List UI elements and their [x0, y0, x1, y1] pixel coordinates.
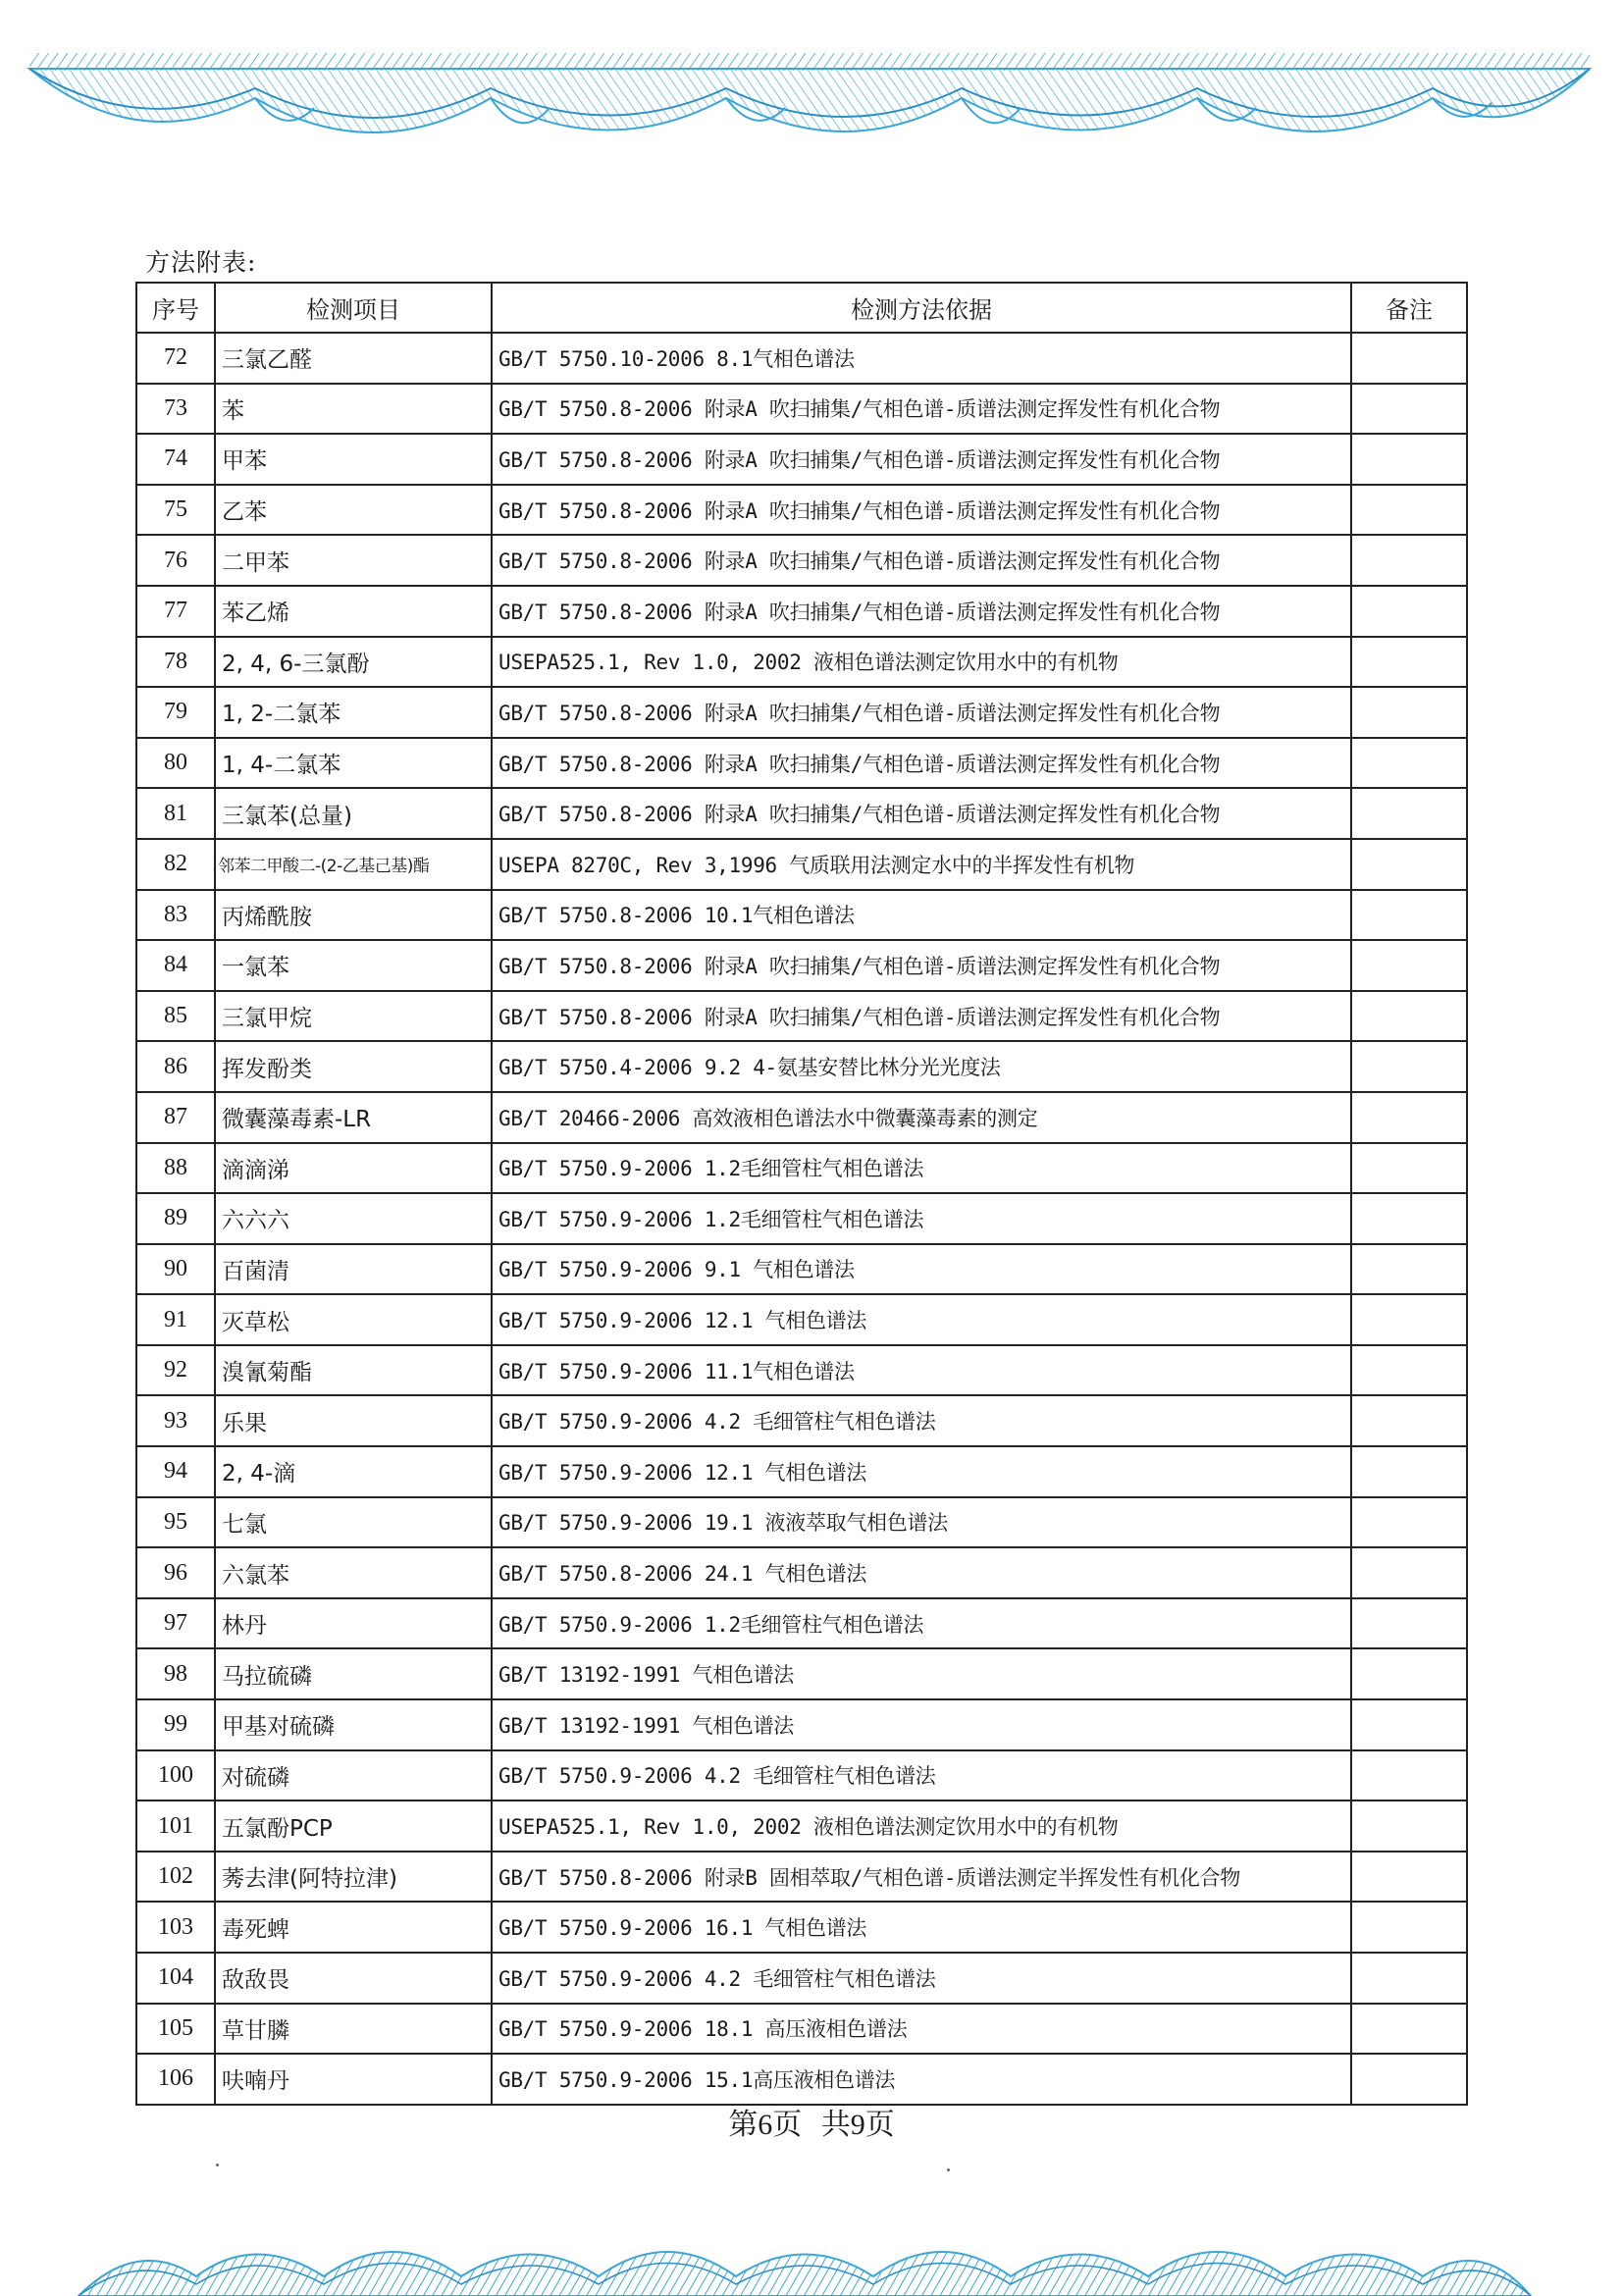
method-basis-cell: GB/T 5750.8-2006 24.1 气相色谱法 [492, 1547, 1351, 1598]
row-number-cell: 76 [136, 535, 215, 586]
test-item-cell: 2, 4, 6-三氯酚 [215, 637, 492, 688]
method-basis-cell: GB/T 5750.9-2006 12.1 气相色谱法 [492, 1446, 1351, 1497]
row-number-cell: 86 [136, 1041, 215, 1092]
remark-cell [1351, 1446, 1467, 1497]
method-basis-cell: GB/T 5750.9-2006 16.1 气相色谱法 [492, 1902, 1351, 1953]
remark-cell [1351, 1547, 1467, 1598]
method-table [135, 282, 1468, 2106]
table-row [136, 1143, 1467, 1194]
method-basis-cell: GB/T 5750.9-2006 4.2 毛细管柱气相色谱法 [492, 1395, 1351, 1446]
method-basis-cell: USEPA525.1, Rev 1.0, 2002 液相色谱法测定饮用水中的有机物 [492, 1800, 1351, 1852]
row-number-cell: 83 [136, 890, 215, 941]
method-basis-cell: GB/T 5750.9-2006 18.1 高压液相色谱法 [492, 2004, 1351, 2055]
row-number-cell: 91 [136, 1294, 215, 1345]
test-item-cell: 对硫磷 [215, 1750, 492, 1801]
row-number-cell: 102 [136, 1852, 215, 1903]
remark-cell [1351, 1143, 1467, 1194]
method-basis-cell: GB/T 5750.8-2006 附录A 吹扫捕集/气相色谱-质谱法测定挥发性有机化合物 [492, 738, 1351, 789]
remark-cell [1351, 788, 1467, 839]
column-header-item: 检测项目 [215, 283, 492, 333]
table-row [136, 1800, 1467, 1852]
remark-cell [1351, 434, 1467, 485]
method-basis-cell: USEPA 8270C, Rev 3,1996 气质联用法测定水中的半挥发性有机物 [492, 839, 1351, 890]
test-item-cell: 甲基对硫磷 [215, 1699, 492, 1750]
table-row [136, 384, 1467, 435]
remark-cell [1351, 991, 1467, 1042]
row-number-cell: 74 [136, 434, 215, 485]
remark-cell [1351, 2004, 1467, 2055]
method-basis-cell: GB/T 5750.9-2006 9.1 气相色谱法 [492, 1244, 1351, 1295]
test-item-cell: 1, 2-二氯苯 [215, 687, 492, 738]
row-number-cell: 96 [136, 1547, 215, 1598]
test-item-cell: 三氯甲烷 [215, 991, 492, 1042]
table-row [136, 485, 1467, 536]
remark-cell [1351, 1092, 1467, 1143]
method-basis-cell: GB/T 5750.10-2006 8.1气相色谱法 [492, 333, 1351, 384]
row-number-cell: 84 [136, 940, 215, 991]
method-basis-cell: GB/T 5750.9-2006 4.2 毛细管柱气相色谱法 [492, 1750, 1351, 1801]
test-item-cell: 灭草松 [215, 1294, 492, 1345]
test-item-cell: 丙烯酰胺 [215, 890, 492, 941]
row-number-cell: 85 [136, 991, 215, 1042]
test-item-cell: 溴氰菊酯 [215, 1345, 492, 1396]
remark-cell [1351, 1852, 1467, 1903]
page-total: 共9页 [820, 2109, 895, 2141]
row-number-cell: 97 [136, 1598, 215, 1649]
row-number-cell: 100 [136, 1750, 215, 1801]
test-item-cell: 苯 [215, 384, 492, 435]
remark-cell [1351, 535, 1467, 586]
remark-cell [1351, 1345, 1467, 1396]
table-row [136, 1547, 1467, 1598]
remark-cell [1351, 738, 1467, 789]
row-number-cell: 79 [136, 687, 215, 738]
test-item-cell: 挥发酚类 [215, 1041, 492, 1092]
method-basis-cell: GB/T 5750.9-2006 4.2 毛细管柱气相色谱法 [492, 1953, 1351, 2004]
row-number-cell: 105 [136, 2004, 215, 2055]
remark-cell [1351, 1800, 1467, 1852]
remark-cell [1351, 1699, 1467, 1750]
remark-cell [1351, 637, 1467, 688]
row-number-cell: 101 [136, 1800, 215, 1852]
row-number-cell: 72 [136, 333, 215, 384]
test-item-cell: 毒死蜱 [215, 1902, 492, 1953]
method-basis-cell: GB/T 13192-1991 气相色谱法 [492, 1699, 1351, 1750]
test-item-cell: 微囊藻毒素-LR [215, 1092, 492, 1143]
test-item-cell: 1, 4-二氯苯 [215, 738, 492, 789]
remark-cell [1351, 687, 1467, 738]
table-row [136, 1446, 1467, 1497]
table-row [136, 2054, 1467, 2105]
test-item-cell: 莠去津(阿特拉津) [215, 1852, 492, 1903]
remark-cell [1351, 2054, 1467, 2105]
method-basis-cell: GB/T 5750.8-2006 附录A 吹扫捕集/气相色谱-质谱法测定挥发性有机化合物 [492, 384, 1351, 435]
method-basis-cell: GB/T 5750.9-2006 15.1高压液相色谱法 [492, 2054, 1351, 2105]
table-row [136, 1953, 1467, 2004]
table-row [136, 1092, 1467, 1143]
test-item-cell: 一氯苯 [215, 940, 492, 991]
row-number-cell: 77 [136, 586, 215, 637]
remark-cell [1351, 485, 1467, 536]
table-row [136, 839, 1467, 890]
method-basis-cell: USEPA525.1, Rev 1.0, 2002 液相色谱法测定饮用水中的有机物 [492, 637, 1351, 688]
test-item-cell: 苯乙烯 [215, 586, 492, 637]
table-row [136, 1395, 1467, 1446]
method-basis-cell: GB/T 13192-1991 气相色谱法 [492, 1648, 1351, 1699]
row-number-cell: 106 [136, 2054, 215, 2105]
method-basis-cell: GB/T 5750.9-2006 1.2毛细管柱气相色谱法 [492, 1193, 1351, 1244]
row-number-cell: 94 [136, 1446, 215, 1497]
table-row [136, 890, 1467, 941]
test-item-cell: 百菌清 [215, 1244, 492, 1295]
column-header-seq: 序号 [136, 283, 215, 333]
test-item-cell: 六六六 [215, 1193, 492, 1244]
table-row [136, 1750, 1467, 1801]
remark-cell [1351, 1395, 1467, 1446]
remark-cell [1351, 1750, 1467, 1801]
test-item-cell: 二甲苯 [215, 535, 492, 586]
method-basis-cell: GB/T 20466-2006 高效液相色谱法水中微囊藻毒素的测定 [492, 1092, 1351, 1143]
table-row [136, 788, 1467, 839]
table-row [136, 1648, 1467, 1699]
method-basis-cell: GB/T 5750.9-2006 12.1 气相色谱法 [492, 1294, 1351, 1345]
test-item-cell: 2, 4-滴 [215, 1446, 492, 1497]
method-basis-cell: GB/T 5750.8-2006 附录A 吹扫捕集/气相色谱-质谱法测定挥发性有机化合物 [492, 687, 1351, 738]
row-number-cell: 104 [136, 1953, 215, 2004]
remark-cell [1351, 586, 1467, 637]
method-basis-cell: GB/T 5750.8-2006 附录A 吹扫捕集/气相色谱-质谱法测定挥发性有机化合物 [492, 940, 1351, 991]
table-header-row [136, 283, 1467, 333]
remark-cell [1351, 1244, 1467, 1295]
table-row [136, 1294, 1467, 1345]
page-footer [0, 2100, 1623, 2143]
row-number-cell: 99 [136, 1699, 215, 1750]
method-basis-cell: GB/T 5750.8-2006 附录A 吹扫捕集/气相色谱-质谱法测定挥发性有机化合物 [492, 788, 1351, 839]
test-item-cell: 敌敌畏 [215, 1953, 492, 2004]
method-basis-cell: GB/T 5750.8-2006 附录B 固相萃取/气相色谱-质谱法测定半挥发性有机化合物 [492, 1852, 1351, 1903]
row-number-cell: 98 [136, 1648, 215, 1699]
method-basis-cell: GB/T 5750.8-2006 附录A 吹扫捕集/气相色谱-质谱法测定挥发性有机化合物 [492, 485, 1351, 536]
table-row [136, 738, 1467, 789]
table-row [136, 1244, 1467, 1295]
method-basis-cell: GB/T 5750.9-2006 1.2毛细管柱气相色谱法 [492, 1598, 1351, 1649]
test-item-cell: 乐果 [215, 1395, 492, 1446]
table-row [136, 333, 1467, 384]
test-item-cell: 七氯 [215, 1497, 492, 1548]
scan-speck [216, 2164, 219, 2166]
row-number-cell: 73 [136, 384, 215, 435]
test-item-cell: 三氯乙醛 [215, 333, 492, 384]
row-number-cell: 95 [136, 1497, 215, 1548]
method-basis-cell: GB/T 5750.9-2006 19.1 液液萃取气相色谱法 [492, 1497, 1351, 1548]
row-number-cell: 75 [136, 485, 215, 536]
method-basis-cell: GB/T 5750.8-2006 附录A 吹扫捕集/气相色谱-质谱法测定挥发性有机化合物 [492, 434, 1351, 485]
table-row [136, 1852, 1467, 1903]
remark-cell [1351, 890, 1467, 941]
test-item-cell: 甲苯 [215, 434, 492, 485]
row-number-cell: 90 [136, 1244, 215, 1295]
table-row [136, 991, 1467, 1042]
test-item-cell: 草甘膦 [215, 2004, 492, 2055]
table-caption: 方法附表: [145, 248, 257, 277]
table-row [136, 940, 1467, 991]
method-basis-cell: GB/T 5750.8-2006 10.1气相色谱法 [492, 890, 1351, 941]
column-header-method: 检测方法依据 [492, 283, 1351, 333]
guilloche-border-top [0, 39, 1623, 157]
row-number-cell: 89 [136, 1193, 215, 1244]
method-basis-cell: GB/T 5750.9-2006 1.2毛细管柱气相色谱法 [492, 1143, 1351, 1194]
method-basis-cell: GB/T 5750.8-2006 附录A 吹扫捕集/气相色谱-质谱法测定挥发性有机化合物 [492, 991, 1351, 1042]
test-item-cell: 邻苯二甲酸二-(2-乙基己基)酯 [215, 839, 492, 890]
row-number-cell: 92 [136, 1345, 215, 1396]
remark-cell [1351, 1193, 1467, 1244]
table-row [136, 1345, 1467, 1396]
column-header-note: 备注 [1351, 283, 1467, 333]
table-row [136, 1699, 1467, 1750]
remark-cell [1351, 1497, 1467, 1548]
method-basis-cell: GB/T 5750.8-2006 附录A 吹扫捕集/气相色谱-质谱法测定挥发性有机化合物 [492, 535, 1351, 586]
page-number: 第6页 [728, 2109, 803, 2141]
row-number-cell: 78 [136, 637, 215, 688]
test-item-cell: 乙苯 [215, 485, 492, 536]
table-row [136, 434, 1467, 485]
guilloche-border-bottom [0, 2227, 1623, 2296]
remark-cell [1351, 1902, 1467, 1953]
method-basis-cell: GB/T 5750.8-2006 附录A 吹扫捕集/气相色谱-质谱法测定挥发性有机化合物 [492, 586, 1351, 637]
remark-cell [1351, 1648, 1467, 1699]
test-item-cell: 六氯苯 [215, 1547, 492, 1598]
method-basis-cell: GB/T 5750.4-2006 9.2 4-氨基安替比林分光光度法 [492, 1041, 1351, 1092]
table-row [136, 586, 1467, 637]
row-number-cell: 80 [136, 738, 215, 789]
row-number-cell: 81 [136, 788, 215, 839]
table-row [136, 637, 1467, 688]
remark-cell [1351, 1294, 1467, 1345]
test-item-cell: 林丹 [215, 1598, 492, 1649]
remark-cell [1351, 940, 1467, 991]
remark-cell [1351, 1598, 1467, 1649]
method-basis-cell: GB/T 5750.9-2006 11.1气相色谱法 [492, 1345, 1351, 1396]
table-row [136, 1902, 1467, 1953]
test-item-cell: 马拉硫磷 [215, 1648, 492, 1699]
row-number-cell: 87 [136, 1092, 215, 1143]
table-row [136, 1041, 1467, 1092]
table-body [136, 333, 1467, 2105]
table-row [136, 1497, 1467, 1548]
remark-cell [1351, 333, 1467, 384]
row-number-cell: 103 [136, 1902, 215, 1953]
test-item-cell: 呋喃丹 [215, 2054, 492, 2105]
remark-cell [1351, 1041, 1467, 1092]
remark-cell [1351, 384, 1467, 435]
table-row [136, 1193, 1467, 1244]
table-row [136, 535, 1467, 586]
test-item-cell: 滴滴涕 [215, 1143, 492, 1194]
scan-speck [947, 2168, 950, 2171]
row-number-cell: 88 [136, 1143, 215, 1194]
table-row [136, 2004, 1467, 2055]
row-number-cell: 82 [136, 839, 215, 890]
remark-cell [1351, 1953, 1467, 2004]
test-item-cell: 三氯苯(总量) [215, 788, 492, 839]
test-item-cell: 五氯酚PCP [215, 1800, 492, 1852]
table-row [136, 687, 1467, 738]
remark-cell [1351, 839, 1467, 890]
table-row [136, 1598, 1467, 1649]
row-number-cell: 93 [136, 1395, 215, 1446]
